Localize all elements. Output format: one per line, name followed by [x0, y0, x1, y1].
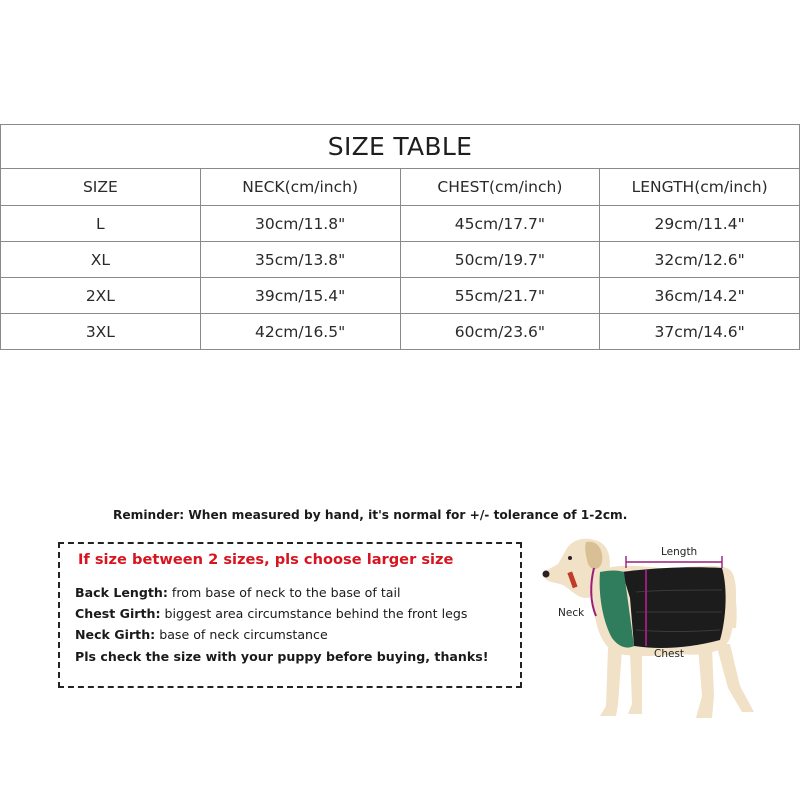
length-cell: 29cm/11.4" — [600, 206, 800, 242]
closing-note: Pls check the size with your puppy before buying, thanks! — [75, 649, 489, 664]
size-table-title: SIZE TABLE — [1, 125, 800, 169]
table-row — [1, 206, 800, 242]
back-length-line — [75, 585, 400, 600]
neck-cell: 39cm/15.4" — [200, 278, 400, 314]
size-table — [0, 124, 800, 350]
neck-cell: 42cm/16.5" — [200, 314, 400, 350]
reminder-text: Reminder: When measured by hand, it's normal for +/- tolerance of 1-2cm. — [113, 508, 628, 522]
chest-cell: 45cm/17.7" — [400, 206, 600, 242]
column-header-neck: NECK(cm/inch) — [200, 169, 400, 206]
size-cell: 2XL — [1, 278, 201, 314]
column-header-chest: CHEST(cm/inch) — [400, 169, 600, 206]
size-cell: L — [1, 206, 201, 242]
dog-nose — [543, 571, 550, 578]
chest-girth-text: biggest area circumstance behind the front legs — [160, 606, 468, 621]
neck-girth-line — [75, 627, 328, 642]
chest-girth-label: Chest Girth: — [75, 606, 161, 621]
sizing-note-title: If size between 2 sizes, pls choose larger size — [78, 551, 454, 568]
length-label: Length — [661, 546, 698, 558]
dog-measurement-figure — [530, 528, 800, 728]
table-row — [1, 314, 800, 350]
chest-cell: 60cm/23.6" — [400, 314, 600, 350]
chest-cell: 55cm/21.7" — [400, 278, 600, 314]
table-row — [1, 278, 800, 314]
length-cell: 36cm/14.2" — [600, 278, 800, 314]
back-length-text: from base of neck to the base of tail — [167, 585, 401, 600]
back-length-label: Back Length: — [75, 585, 168, 600]
column-header-size: SIZE — [1, 169, 201, 206]
length-cell: 37cm/14.6" — [600, 314, 800, 350]
size-cell: 3XL — [1, 314, 201, 350]
vest-body — [622, 567, 726, 648]
sizing-note-box — [58, 542, 522, 688]
chest-cell: 50cm/19.7" — [400, 242, 600, 278]
neck-cell: 30cm/11.8" — [200, 206, 400, 242]
table-row — [1, 242, 800, 278]
length-cell: 32cm/12.6" — [600, 242, 800, 278]
neck-label: Neck — [558, 607, 585, 619]
dog-eye — [568, 556, 572, 560]
dog-illustration — [530, 528, 800, 728]
chest-girth-line — [75, 606, 467, 621]
chest-label: Chest — [654, 648, 685, 660]
neck-girth-text: base of neck circumstance — [155, 627, 328, 642]
size-table-header-row — [1, 169, 800, 206]
size-cell: XL — [1, 242, 201, 278]
neck-cell: 35cm/13.8" — [200, 242, 400, 278]
column-header-length: LENGTH(cm/inch) — [600, 169, 800, 206]
neck-girth-label: Neck Girth: — [75, 627, 156, 642]
